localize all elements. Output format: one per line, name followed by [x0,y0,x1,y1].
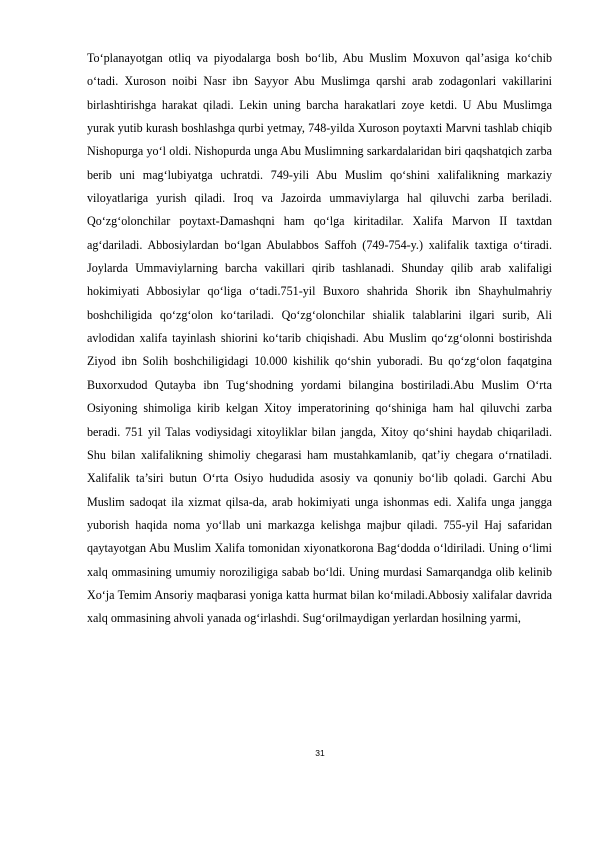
page-number: 31 [315,748,325,758]
body-paragraph: To‘planayotgan otliq va piyodalarga bosh bo‘lib, Abu Muslim Moxuvon qal’asiga ko‘chib o‘tadi. Xuroson noibi Nasr ibn Sayyor Abu Muslimga qarshi arab zodagonlari vakillarini birlashtirishga harakat qiladi. Lekin uning barcha harakatlari zoye ketdi. U Abu Muslimga yurak yutib kurash boshlashga qurbi yetmay, 748-yilda Xuroson poytaxti Marvni tashlab chiqib Nishopurga yo‘l oldi. Nishopurda unga Abu Muslimning sarkardalaridan biri qaqshatqich zarba berib uni mag‘lubiyatga uchratdi. 749-yili Abu Muslim qo‘shini xalifalikning markaziy viloyatlariga yurish qiladi. Iroq va Jazoirda ummaviylarga hal qiluvchi zarba beriladi. Qo‘zg‘olonchilar poytaxt-Damashqni ham qo‘lga kiritadilar. Xalifa Marvon II taxtdan ag‘dariladi. Abbosiylardan bo‘lgan Abulabbos Saffoh (749-754-y.) xalifalik taxtiga o‘tiradi. Joylarda Ummaviylarning barcha vakillari qirib tashlanadi. Shunday qilib arab xalifaligi hokimiyati Abbosiylar qo‘liga o‘tadi.751-yil Buxoro shahrida Shorik ibn Shayhulmahriy boshchiligida qo‘zg‘olon ko‘tariladi. Qo‘zg‘olonchilar shialik talablarini ilgari surib, Ali avlodidan xalifa tayinlash shiorini ko‘tarib chiqishadi. Abu Muslim qo‘zg‘olonni bostirishda Ziyod ibn Solih boshchiligidagi 10.000 kishilik qo‘shin yuboradi. Bu qo‘zg‘olon faqatgina Buxorxudod Qutayba ibn Tug‘shodning yordami bilangina bostiriladi.Abu Muslim O‘rta Osiyoning shimoliga kirib kelgan Xitoy imperatorining qo‘shiniga ham hal qiluvchi zarba beradi. 751 yil Talas vodiysidagi xitoyliklar bilan jangda, Xitoy qo‘shini haydab chiqariladi. Shu bilan xalifalikning shimoliy chegarasi ham mustahkamlanib, qat’iy chegara o‘rnatiladi. Xalifalik ta’siri butun O‘rta Osiyo hududida asosiy va qonuniy bo‘lib qoladi. Garchi Abu Muslim sadoqat ila xizmat qilsa-da, arab hokimiyati unga ishonmas edi. Xalifa unga jangga yuborish haqida noma yo‘llab uni markazga kelishga majbur qiladi. 755-yil Haj safaridan qaytayotgan Abu Muslim Xalifa tomonidan xiyonatkorona Bag‘dodda o‘ldiriladi. Uning o‘limi xalq ommasining umumiy noroziligiga sabab bo‘ldi. Uning murdasi Samarqandga olib kelinib Xo‘ja Temim Ansoriy maqbarasi yoniga katta hurmat bilan ko‘miladi.Abbosiy xalifalar davrida xalq ommasining ahvoli yanada og‘irlashdi. Sug‘orilmaydigan yerlardan hosilning yarmi, [87,51,552,626]
